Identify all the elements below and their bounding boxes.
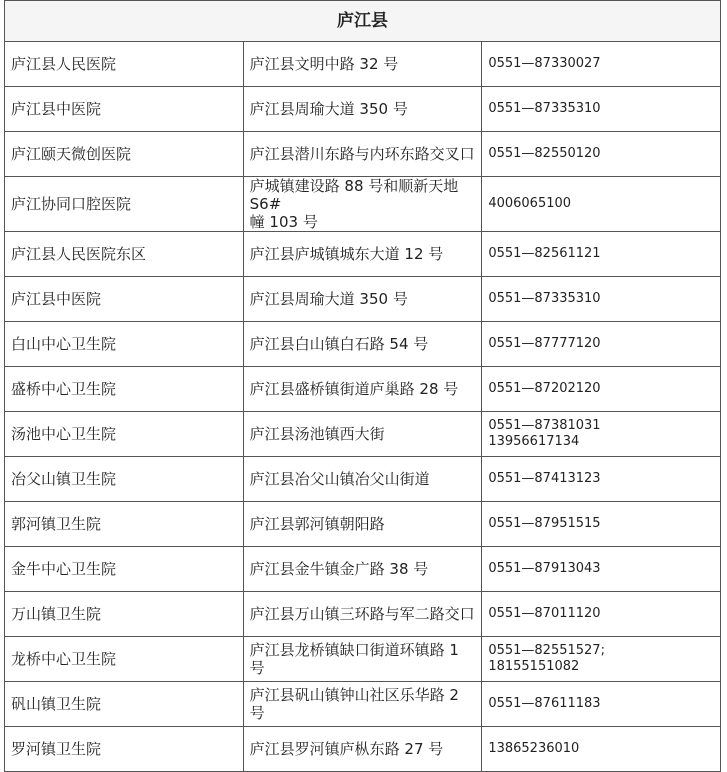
phone-cell xyxy=(482,682,721,727)
address-cell xyxy=(243,502,482,547)
hospital-name-cell: 庐江协同口腔医院 xyxy=(5,177,244,232)
table-row xyxy=(5,277,721,322)
table-body xyxy=(5,1,721,772)
address-line: 庐城镇建设路 88 号和顺新天地 S6# xyxy=(249,177,459,213)
phone-number: 0551—87335310 xyxy=(488,291,601,306)
address-line: 庐江县周瑜大道 350 号 xyxy=(249,290,408,308)
address-line: 庐江县矾山镇钟山社区乐华路 2 号 xyxy=(249,686,459,722)
phone-cell xyxy=(482,42,721,87)
address-cell xyxy=(243,322,482,367)
phone-number: 0551—87335310 xyxy=(488,101,601,116)
phone-number: 0551—87777120 xyxy=(488,336,601,351)
phone-cell xyxy=(482,177,721,232)
table-header-row xyxy=(5,1,721,42)
address-cell xyxy=(243,367,482,412)
address-line: 庐江县潜川东路与内环东路交叉口 xyxy=(249,145,475,163)
table-row xyxy=(5,412,721,457)
hospital-name-cell: 盛桥中心卫生院 xyxy=(5,367,244,412)
table-row xyxy=(5,502,721,547)
phone-cell xyxy=(482,637,721,682)
phone-number: 0551—82561121 xyxy=(488,246,601,261)
phone-cell xyxy=(482,322,721,367)
address-cell xyxy=(243,592,482,637)
hospital-name-cell: 罗河镇卫生院 xyxy=(5,727,244,772)
hospital-name-cell: 矾山镇卫生院 xyxy=(5,682,244,727)
table-row xyxy=(5,322,721,367)
hospital-name-cell: 万山镇卫生院 xyxy=(5,592,244,637)
hospital-name-cell: 庐江县中医院 xyxy=(5,87,244,132)
phone-number: 0551—87202120 xyxy=(488,381,601,396)
phone-number: 0551—87011120 xyxy=(488,606,601,621)
phone-number: 13865236010 xyxy=(488,741,580,756)
phone-cell xyxy=(482,502,721,547)
phone-cell xyxy=(482,547,721,592)
hospital-table xyxy=(4,0,721,772)
phone-number: 18155151082 xyxy=(488,659,580,674)
table-row xyxy=(5,87,721,132)
phone-cell xyxy=(482,457,721,502)
phone-cell xyxy=(482,132,721,177)
address-line: 庐江县冶父山镇冶父山街道 xyxy=(249,470,430,488)
table-row xyxy=(5,177,721,232)
phone-cell xyxy=(482,727,721,772)
table-row xyxy=(5,457,721,502)
address-cell xyxy=(243,42,482,87)
table-row xyxy=(5,42,721,87)
address-line: 庐江县龙桥镇缺口街道环镇路 1 号 xyxy=(249,641,459,677)
hospital-name-cell: 汤池中心卫生院 xyxy=(5,412,244,457)
address-line: 庐江县盛桥镇街道庐巢路 28 号 xyxy=(249,380,459,398)
address-line: 庐江县金牛镇金广路 38 号 xyxy=(249,560,429,578)
hospital-name-cell: 庐江县人民医院东区 xyxy=(5,232,244,277)
table-row xyxy=(5,132,721,177)
table-title: 庐江县 xyxy=(5,1,721,42)
phone-number: 13956617134 xyxy=(488,434,580,449)
address-line: 庐江县白山镇白石路 54 号 xyxy=(249,335,429,353)
phone-number: 4006065100 xyxy=(488,196,572,211)
phone-cell xyxy=(482,592,721,637)
phone-number: 0551—87330027 xyxy=(488,56,601,71)
address-cell xyxy=(243,637,482,682)
address-cell xyxy=(243,727,482,772)
phone-number: 0551—87611183 xyxy=(488,696,601,711)
table-row xyxy=(5,232,721,277)
address-line: 庐江县文明中路 32 号 xyxy=(249,55,399,73)
hospital-table-container xyxy=(4,0,721,772)
address-cell xyxy=(243,547,482,592)
table-row xyxy=(5,727,721,772)
address-line: 庐江县庐城镇城东大道 12 号 xyxy=(249,245,444,263)
hospital-name-cell: 庐江县人民医院 xyxy=(5,42,244,87)
hospital-name-cell: 庐江颐天微创医院 xyxy=(5,132,244,177)
phone-cell xyxy=(482,412,721,457)
address-cell xyxy=(243,682,482,727)
address-line: 幢 103 号 xyxy=(249,213,318,231)
table-row xyxy=(5,367,721,412)
phone-number: 0551—82551527; xyxy=(488,643,605,658)
address-cell xyxy=(243,132,482,177)
address-cell xyxy=(243,87,482,132)
address-cell xyxy=(243,277,482,322)
address-cell xyxy=(243,412,482,457)
hospital-name-cell: 郭河镇卫生院 xyxy=(5,502,244,547)
phone-number: 0551—87951515 xyxy=(488,516,601,531)
address-cell xyxy=(243,232,482,277)
hospital-name-cell: 白山中心卫生院 xyxy=(5,322,244,367)
address-line: 庐江县郭河镇朝阳路 xyxy=(249,515,385,533)
address-line: 庐江县周瑜大道 350 号 xyxy=(249,100,408,118)
table-row xyxy=(5,682,721,727)
address-line: 庐江县罗河镇庐枞东路 27 号 xyxy=(249,740,444,758)
table-row xyxy=(5,592,721,637)
phone-cell xyxy=(482,277,721,322)
hospital-name-cell: 庐江县中医院 xyxy=(5,277,244,322)
hospital-name-cell: 金牛中心卫生院 xyxy=(5,547,244,592)
table-row xyxy=(5,547,721,592)
address-cell xyxy=(243,177,482,232)
phone-cell xyxy=(482,87,721,132)
phone-number: 0551—87413123 xyxy=(488,471,601,486)
phone-cell xyxy=(482,367,721,412)
table-row xyxy=(5,637,721,682)
phone-number: 0551—87913043 xyxy=(488,561,601,576)
address-line: 庐江县万山镇三环路与军二路交口 xyxy=(249,605,475,623)
hospital-name-cell: 龙桥中心卫生院 xyxy=(5,637,244,682)
phone-number: 0551—87381031 xyxy=(488,418,601,433)
address-cell xyxy=(243,457,482,502)
hospital-name-cell: 冶父山镇卫生院 xyxy=(5,457,244,502)
address-line: 庐江县汤池镇西大街 xyxy=(249,425,385,443)
phone-cell xyxy=(482,232,721,277)
phone-number: 0551—82550120 xyxy=(488,146,601,161)
